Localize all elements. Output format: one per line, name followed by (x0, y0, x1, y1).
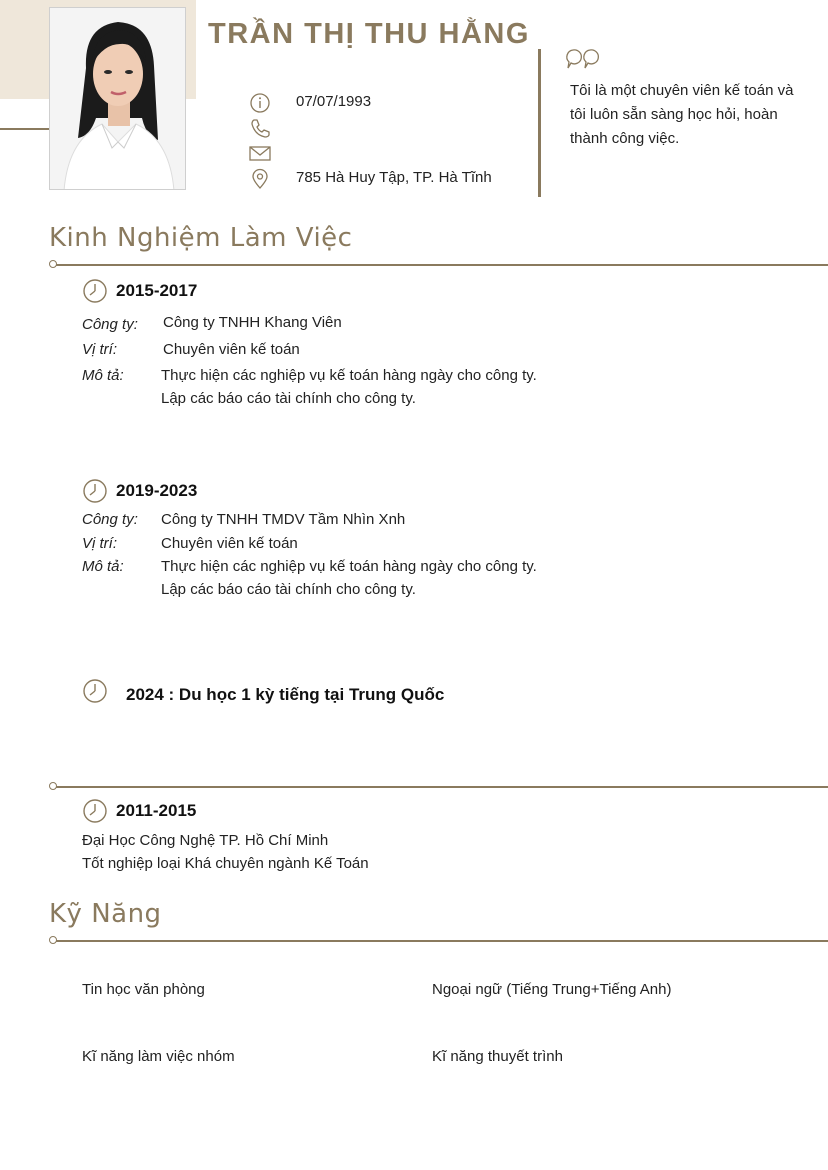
skill-item: Kĩ năng thuyết trình (432, 1048, 563, 1065)
experience-rule-dot (49, 260, 57, 268)
header-accent-rule (0, 128, 50, 130)
company-label: Công ty: (82, 511, 138, 528)
skills-title: Kỹ Năng (49, 899, 162, 929)
education-detail: Tốt nghiệp loại Khá chuyên ngành Kế Toán (82, 855, 369, 872)
experience-rule (54, 264, 828, 266)
position-label: Vị trí: (82, 341, 118, 358)
company-name: Công ty TNHH Khang Viên (163, 314, 342, 331)
education-rule (54, 786, 828, 788)
experience-title: Kinh Nghiệm Làm Việc (49, 223, 353, 253)
birthdate-text: 07/07/1993 (296, 93, 372, 110)
clock-icon (82, 278, 108, 304)
description-line: Lập các báo cáo tài chính cho công ty. (161, 390, 416, 407)
position-label: Vị trí: (82, 535, 118, 552)
skill-item: Tin học văn phòng (82, 981, 205, 998)
clock-icon (82, 478, 108, 504)
mail-icon (249, 142, 271, 164)
description-label: Mô tả: (82, 367, 124, 384)
description-line: Thực hiện các nghiệp vụ kế toán hàng ngày cho công ty. (161, 558, 537, 575)
address-text: 785 Hà Huy Tập, TP. Hà Tĩnh (296, 169, 492, 186)
intro-text: Tôi là một chuyên viên kế toán và tôi luôn sẵn sàng học hỏi, hoàn thành công việc. (570, 82, 794, 147)
location-pin-icon (249, 168, 271, 190)
address-row (249, 168, 492, 190)
education-school: Đại Học Công Nghệ TP. Hồ Chí Minh (82, 832, 329, 849)
header-divider (538, 49, 541, 197)
skills-rule (54, 940, 828, 942)
info-icon (249, 92, 271, 114)
candidate-name: TRẦN THỊ THU HẰNG (208, 18, 530, 50)
email-row (249, 142, 271, 164)
description-label: Mô tả: (82, 558, 124, 575)
job-period: 2015-2017 (116, 281, 198, 300)
position-value: Chuyên viên kế toán (163, 341, 300, 358)
skills-rule-dot (49, 936, 57, 944)
birthdate-row (249, 92, 372, 114)
position-value: Chuyên viên kế toán (161, 535, 298, 552)
profile-photo (49, 7, 186, 190)
education-period: 2011-2015 (116, 801, 197, 820)
phone-icon (249, 117, 271, 139)
description-line: Thực hiện các nghiệp vụ kế toán hàng ngày cho công ty. (161, 367, 537, 384)
education-rule-dot (49, 782, 57, 790)
company-label: Công ty: (82, 316, 138, 333)
description-line: Lập các báo cáo tài chính cho công ty. (161, 581, 416, 598)
skill-item: Kĩ năng làm việc nhóm (82, 1048, 235, 1065)
study-abroad-text: 2024 : Du học 1 kỳ tiếng tại Trung Quốc (126, 685, 445, 704)
quote-icon (565, 48, 601, 70)
phone-row (249, 117, 271, 139)
clock-icon (82, 798, 108, 824)
skill-item: Ngoại ngữ (Tiếng Trung+Tiếng Anh) (432, 981, 672, 998)
job-period: 2019-2023 (116, 481, 198, 500)
clock-icon (82, 678, 108, 704)
company-name: Công ty TNHH TMDV Tầm Nhìn Xnh (161, 511, 406, 528)
